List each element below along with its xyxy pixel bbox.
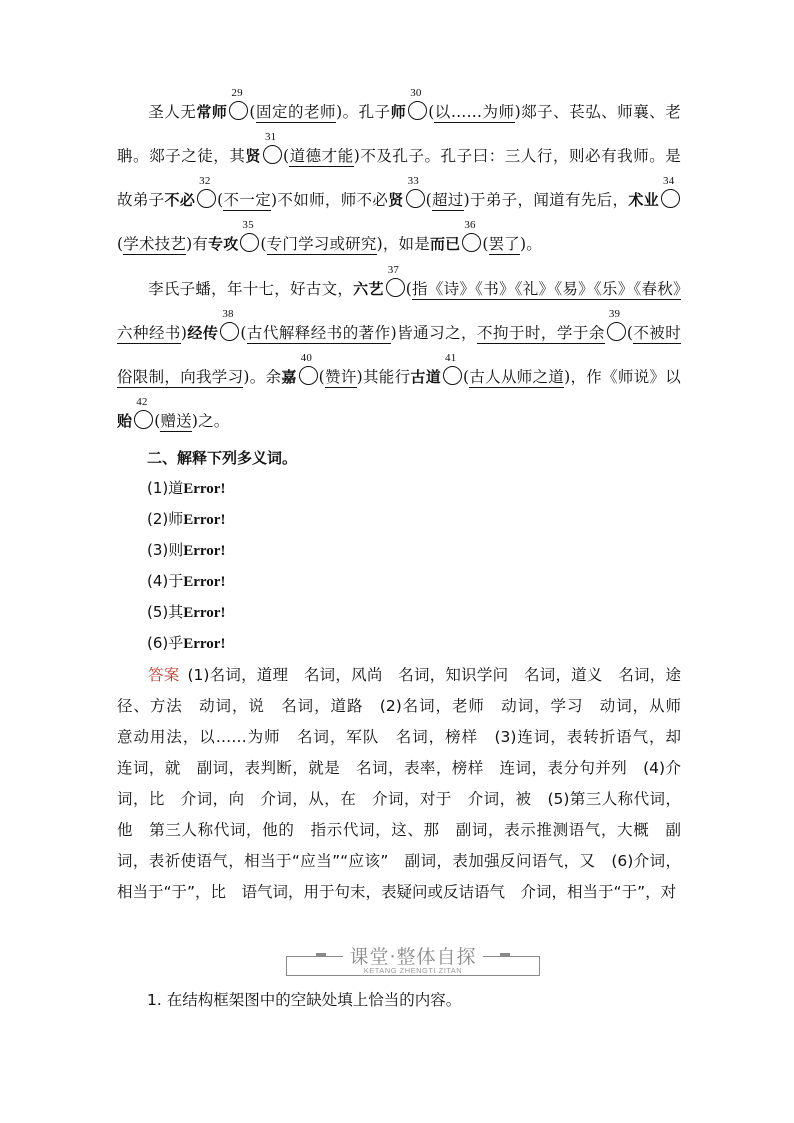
gloss: 道德才能 <box>289 147 354 165</box>
gloss: 赠送 <box>160 412 192 430</box>
gloss: 超过 <box>431 191 464 209</box>
gloss: 指《诗》《书》《礼》《易》《乐》《春秋》六种经书 <box>117 280 681 342</box>
footnote-marker: 42 <box>134 410 153 429</box>
section-banner <box>286 942 540 976</box>
polysemy-item: (2)师Error! <box>147 510 226 528</box>
footnote-marker: 38 <box>220 322 239 341</box>
footnote-marker: 40 <box>299 366 318 385</box>
passage-paragraph-1: 圣人无常师 29 (固定的老师)。孔子师 30 (以……为师)郯子、苌弘、师襄、老聃。郯子之徒，其贤 31 (道德才能)不及孔子。孔子曰：三人行，则必有我师。是故弟子不必 32 (不一定)不如师，师不必贤 33 (超过)于弟子，闻道有先后，术业 34 (学术技艺)有专攻 35 (专门学习或研究)，如是而已 36 (罢了)。 <box>117 87 681 253</box>
polysemy-item: (6)乎Error! <box>147 634 226 652</box>
answer-block <box>117 660 697 908</box>
answer-text: (1)名词，道理 名词，风尚 名词，知识学问 名词，道义 名词，途径、方法 动词，说 名词，道路 (2)名词，老师 动词，学习 动词，从师 意动用法，以……为师 名词，军队 名词，榜样 (3)连词，表转折语气，却 连词，就 副词，表判断，就是 名词，表率，榜样 连词，表分句并列 (4)介词，比 介词，向 介词，从，在 介词，对于 介词，被 (5)第三人称代词，他 第三人称代词，他的 指示代词，这、那 副词，表示推测语气，大概 副词，表祈使语气，相当于“应当”“应该” 副词，表加强反问语气，又 (6)介词，相当于“于”，比 语气词，用于句末，表疑问或反诘语气 介词，相当于“于”，对 <box>117 666 697 901</box>
footnote-marker: 33 <box>406 189 425 208</box>
gloss: 以……为师 <box>434 103 515 121</box>
polysemy-item: (1)道Error! <box>147 479 226 497</box>
gloss: 不一定 <box>223 191 272 209</box>
gloss: 专门学习或研究 <box>266 235 377 253</box>
gloss: 赞许 <box>324 368 357 386</box>
footnote-marker: 35 <box>240 233 259 252</box>
polysemy-item: (3)则Error! <box>147 541 226 559</box>
gloss: 学术技艺 <box>123 235 187 253</box>
footnote-marker: 39 <box>607 322 626 341</box>
answer-label: 答案 <box>148 666 180 684</box>
footnote-marker: 41 <box>443 366 462 385</box>
gloss: 固定的老师 <box>255 103 337 121</box>
gloss: 罢了 <box>488 235 520 253</box>
gloss: 不被时俗限制，向我学习 <box>117 324 681 386</box>
footnote-marker: 31 <box>263 145 282 164</box>
footnote-marker: 37 <box>386 278 405 297</box>
gloss: 古人从师之道 <box>469 368 565 386</box>
gloss: 古代解释经书的著作 <box>246 324 391 342</box>
footnote-marker: 29 <box>229 101 248 120</box>
polysemy-item: (4)于Error! <box>147 572 226 590</box>
question-1: 1. 在结构框架图中的空缺处填上恰当的内容。 <box>147 991 462 1009</box>
footnote-marker: 30 <box>408 101 427 120</box>
banner-subtitle: KETANG ZHENGTI ZITAN <box>363 966 463 975</box>
polysemy-item: (5)其Error! <box>147 603 226 621</box>
passage-paragraph-2: 李氏子蟠，年十七，好古文，六艺 37 (指《诗》《书》《礼》《易》《乐》《春秋》六种经书)经传 38 (古代解释经书的著作)皆通习之，不拘于时，学于余 39 (不被时俗限制，向我学习)。余嘉 40 (赞许)其能行古道 41 (古人从师之道)，作《师说》以贻 42 (赠送)之。 <box>117 264 682 430</box>
footnote-marker: 32 <box>197 189 216 208</box>
banner-title: 课堂·整体自探 <box>286 942 540 969</box>
footnote-marker: 34 <box>661 189 680 208</box>
section-heading: 二、解释下列多义词。 <box>147 449 298 467</box>
footnote-marker: 36 <box>462 233 481 252</box>
